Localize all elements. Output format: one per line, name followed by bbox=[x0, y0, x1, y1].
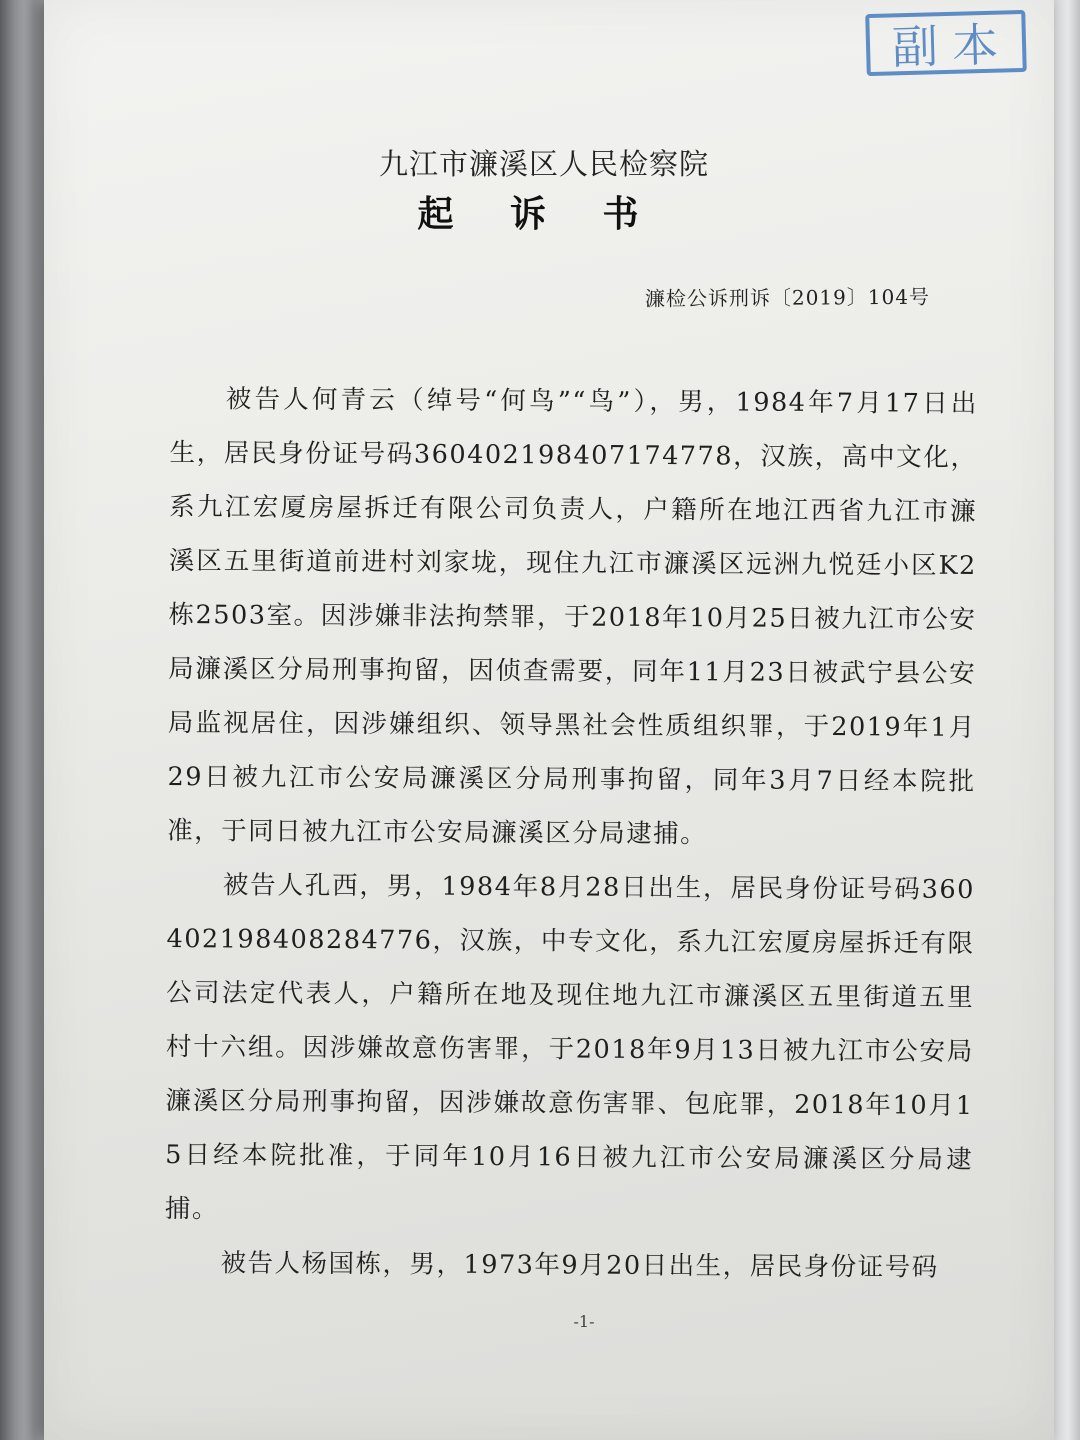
document-page bbox=[44, 0, 1054, 1440]
stacked-pages-edge bbox=[1050, 0, 1080, 1440]
issuing-organization: 九江市濂溪区人民检察院 bbox=[378, 147, 709, 181]
defendant-paragraph-3: 被告人杨国栋，男，1973年9月20日出生，居民身份证号码 bbox=[220, 1248, 939, 1283]
page-number: -1- bbox=[573, 1312, 595, 1331]
defendant-paragraph-2: 被告人孔西，男，1984年8月28日出生，居民身份证号码360402198408284776，汉族，中专文化，系九江宏厦房屋拆迁有限公司法定代表人，户籍所在地及现住地九江市濂溪区五里街道五里村十六组。因涉嫌故意伤害罪，于2018年9月13日被九江市公安局濂溪区分局刑事拘留，因涉嫌故意伤害罪、包庇罪，2018年10月15日经本院批准，于同年10月16日被九江市公安局濂溪区分局逮捕。 bbox=[164, 870, 975, 1225]
document-number: 濂检公诉刑诉〔2019〕104号 bbox=[644, 284, 931, 311]
document-body bbox=[164, 372, 978, 1295]
copy-stamp: 副本 bbox=[865, 10, 1027, 76]
document-title: 起 诉 书 bbox=[417, 194, 661, 235]
defendant-paragraph-1: 被告人何青云（绰号“何鸟”“鸟”），男，1984年7月17日出生，居民身份证号码360402198407174778，汉族，高中文化，系九江宏厦房屋拆迁有限公司负责人，户籍所在地江西省九江市濂溪区五里街道前进村刘家垅，现住九江市濂溪区远洲九悦廷小区K2栋2503室。因涉嫌非法拘禁罪，于2018年10月25日被九江市公安局濂溪区分局刑事拘留，因侦查需要，同年11月23日被武宁县公安局监视居住，因涉嫌组织、领导黑社会性质组织罪，于2019年1月29日被九江市公安局濂溪区分局刑事拘留，同年3月7日经本院批准，于同日被九江市公安局濂溪区分局逮捕。 bbox=[167, 384, 978, 850]
